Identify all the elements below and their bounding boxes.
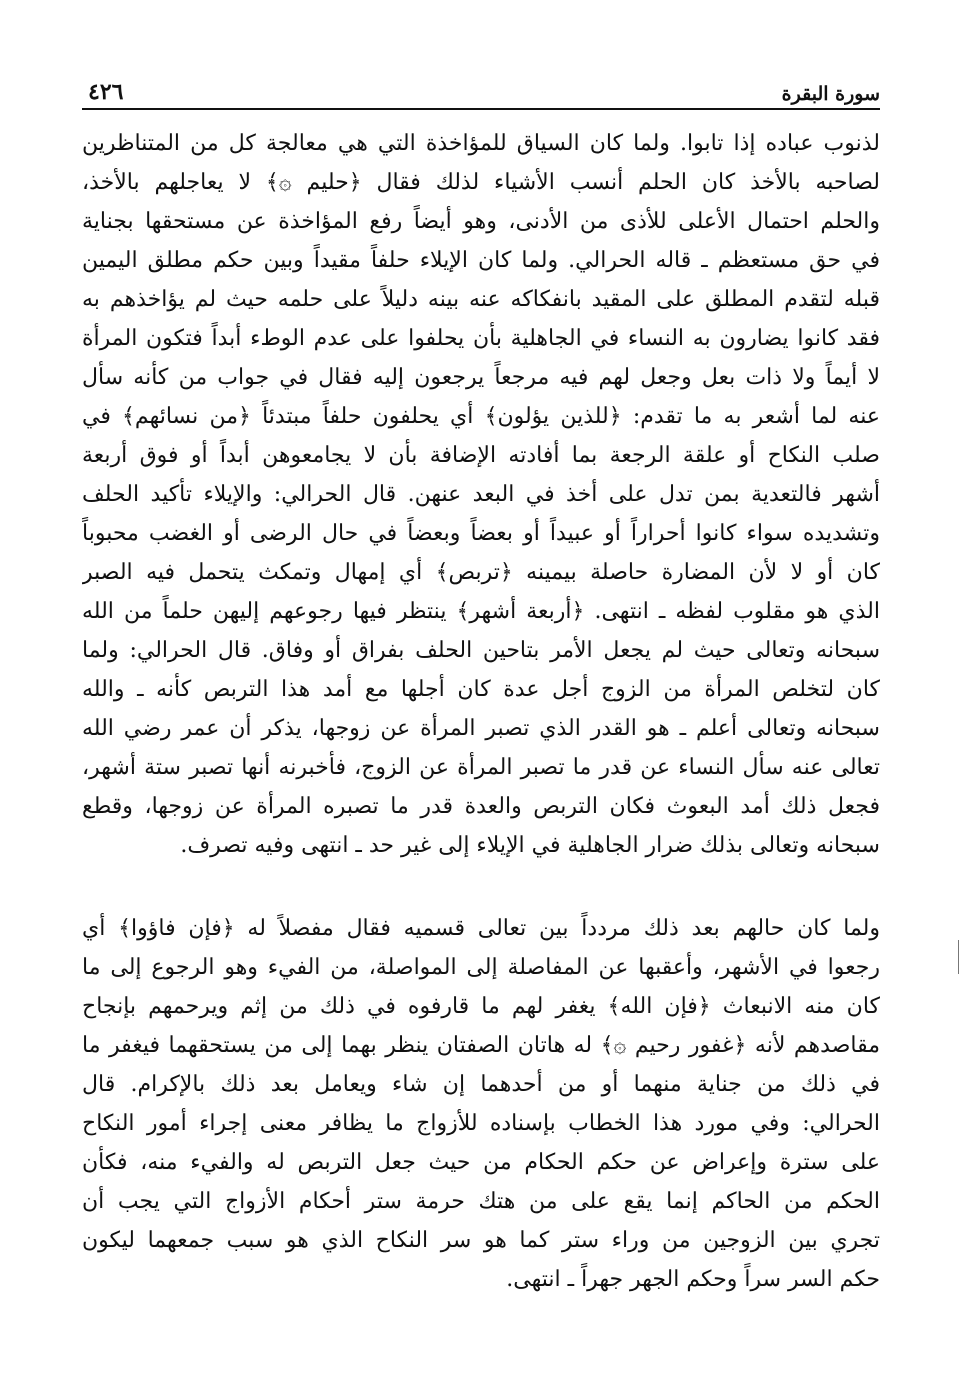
running-head — [82, 66, 880, 110]
text-line: تجري بين الزوجين من وراء ستر كما هو سر النكاح الذي هو سبب جمعهما ليكون — [82, 1228, 880, 1253]
page-number: ٤٢٦ — [88, 79, 124, 105]
text-line: لصاحبه بالأخذ كان الحلم أنسب الأشياء لذلك فقال ﴿حليم ۞﴾ لا يعاجلهم بالأخذ، — [82, 170, 880, 195]
text-line: كان لتخلص المرأة من الزوج أجل عدة كان أجلها مع أمد هذا التربص كأنه ـ والله — [82, 677, 880, 702]
header-rule — [82, 108, 880, 110]
text-line: سبحانه وتعالى حيث لم يجعل الأمر بتاحين الحلف بفراق أو وفاق. قال الحرالي: ولما — [82, 638, 880, 663]
scan-margin-mark — [958, 940, 959, 974]
text-line: كان أو لا لأن المضارة حاصلة بيمينه ﴿تربص﴾ أي إمهال وتمكث يتحمل فيه الصبر — [82, 560, 880, 585]
text-line: عنه لما أشعر به ما تقدم: ﴿للذين يؤلون﴾ أي يحلفون حلفاً مبتدئاً ﴿من نسائهم﴾ في — [82, 404, 880, 429]
text-line: على سترة وإعراض عن حكم الحكام من حيث جعل التربص له والفيء منه، فكأن — [82, 1150, 880, 1175]
text-line: فجعل ذلك أمد البعوث فكان التربص والعدة قدر ما تصبره المرأة عن زوجها، وقطع — [82, 794, 880, 819]
text-line: قبله لتقدم المطلق على المقيد بانفكاكه عنه بينه دليلاً على حلمه حيث لم يؤاخذهم به — [82, 287, 880, 312]
paragraph-2 — [82, 909, 880, 1299]
text-line: رجعوا في الأشهر، وأعقبها عن المفاصلة إلى المواصلة، من الفيء وهو الرجوع إلى ما — [82, 955, 880, 980]
text-line: الحكم من الحاكم إنما يقع على من هتك حرمة ستر أحكام الأزواج التي يجب أن — [82, 1189, 880, 1214]
text-line: حكم السر سراً وحكم الجهر جهراً ـ انتهى. — [506, 1267, 880, 1292]
text-line: تعالى عنه سأل النساء عن قدر ما تصبر المرأة عن الزوج، فأخبرنه أنها تصبر ستة أشهر، — [82, 755, 880, 780]
text-line: مقاصدهم لأنه ﴿غفور رحيم ۞﴾ له هاتان الصفتان ينظر بهما إلى من يستحقهما فيغفر ما — [82, 1033, 880, 1058]
text-line: سبحانه وتعالى أعلم ـ هو القدر الذي تصبر المرأة عن زوجها، يذكر أن عمر رضي الله — [82, 716, 880, 741]
text-line: وتشديده سواء كانوا أحراراً أو عبيداً أو بعضاً وبعضاً في حال الرضى أو الغضب محبوباً — [82, 521, 880, 546]
text-line: ولما كان حالهم بعد ذلك مردداً بين تعالى قسميه فقال مفصلاً له ﴿فإن فاؤوا﴾ أي — [82, 916, 880, 941]
text-line: الحرالي: وفي مورد هذا الخطاب بإسناده للأزواج ما يظافر معنى إجراء أمور النكاح — [82, 1111, 880, 1136]
body-text — [82, 124, 880, 1299]
text-line: لا أيماً ولا ذات بعل وجعل لهم فيه مرجعاً يرجعون إليه فقال في جواب من كأنه سأل — [82, 365, 880, 390]
text-line: أشهر فالتعدية بمن تدل على أخذ في البعد عنهن. قال الحرالي: والإيلاء تأكيد الحلف — [82, 482, 880, 507]
text-line: فقد كانوا يضارون به النساء في الجاهلية بأن يحلفوا على عدم الوطء أبداً فتكون المرأة — [82, 326, 880, 351]
text-line: كان منه الانبعاث ﴿فإن الله﴾ يغفر لهم ما قارفوه في ذلك من إثم ويرحمهم بإنجاح — [82, 994, 880, 1019]
text-line: في حق مستعظم ـ قاله الحرالي. ولما كان الإيلاء حلفاً مقيداً وبين حكم مطلق اليمين — [82, 248, 880, 273]
text-line: سبحانه وتعالى بذلك ضرار الجاهلية في الإيلاء إلى غير حد ـ انتهى وفيه تصرف. — [180, 833, 880, 858]
paragraph-gap — [82, 865, 880, 909]
text-line: في ذلك من جناية منهما أو من أحدهما إن شاء ويعامل بعد ذلك بالإكرام. قال — [82, 1072, 880, 1097]
text-line: لذنوب عباده إذا تابوا. ولما كان السياق للمؤاخذة التي هي معالجة كل من المتناظرين — [82, 131, 880, 156]
text-line: الذي هو مقلوب لفظه ـ انتهى. ﴿أربعة أشهر﴾ ينتظر فيها رجوعهم إليهن حلماً من الله — [82, 599, 880, 624]
paragraph-1 — [82, 124, 880, 865]
text-line: والحلم احتمال الأعلى للأذى من الأدنى، وهو أيضاً رفع المؤاخذة عن مستحقها بجناية — [82, 209, 880, 234]
surah-title: سورة البقرة — [781, 83, 880, 105]
text-line: صلب النكاح أو علقة الرجعة بما أفادته الإضافة بأن لا يجامعوهن أبداً أو فوق أربعة — [82, 443, 880, 468]
